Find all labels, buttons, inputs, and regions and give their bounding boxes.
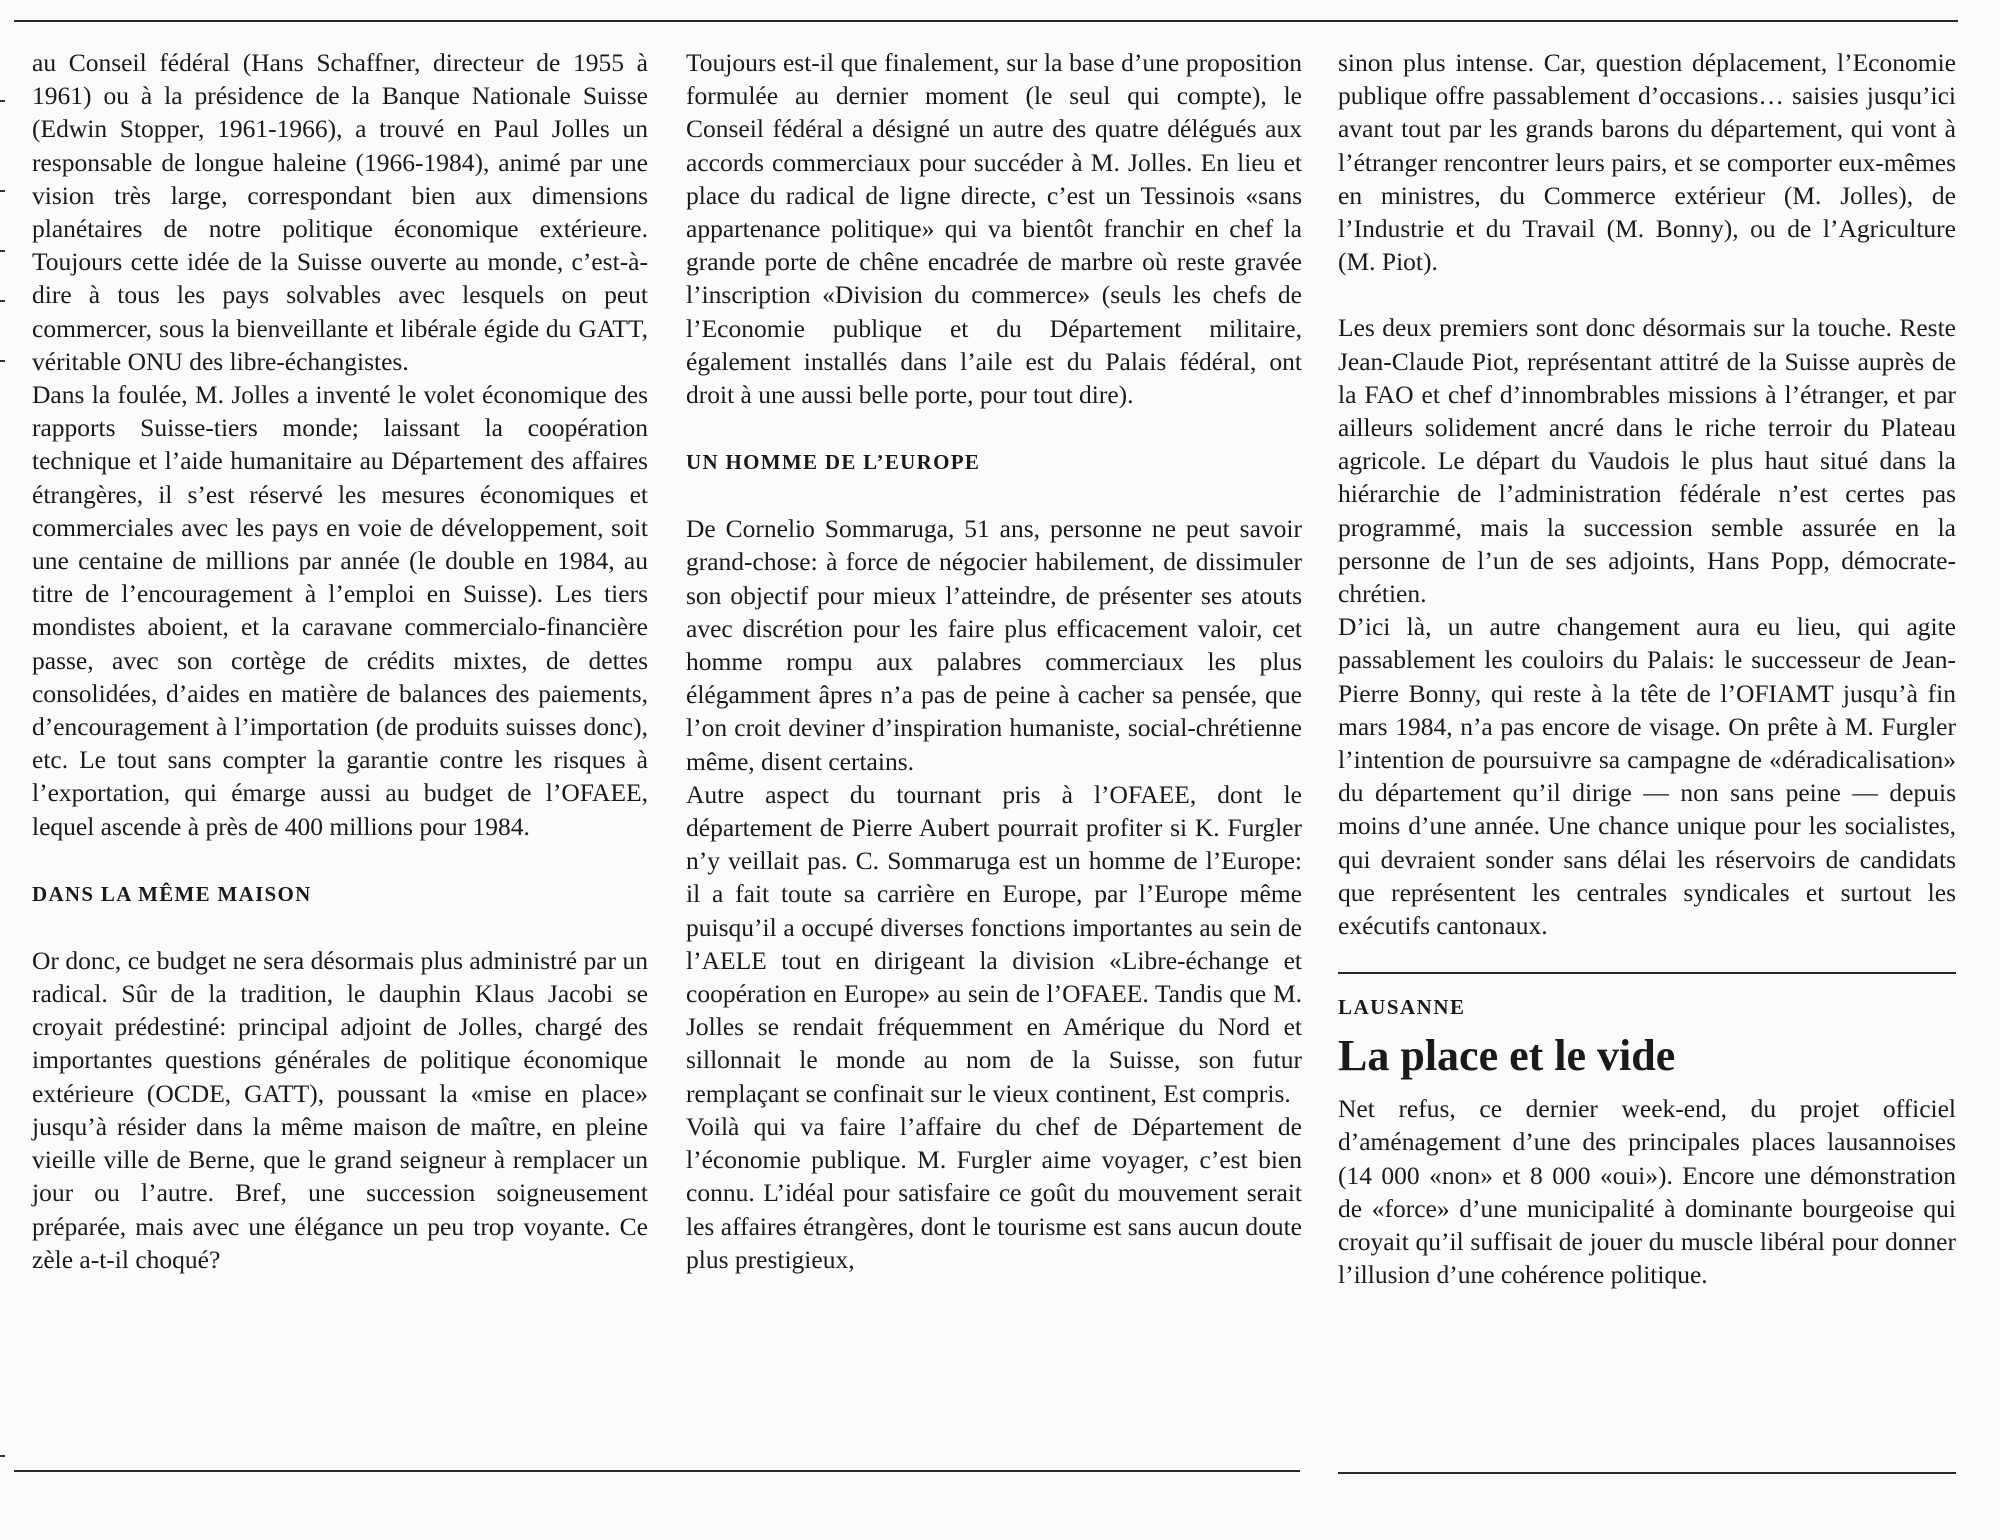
- subhead-homme-europe: UN HOMME DE L’EUROPE: [686, 450, 981, 475]
- subhead-meme-maison: DANS LA MÊME MAISON: [32, 881, 312, 906]
- col3-paragraph-3: D’ici là, un autre changement aura eu lieu, qui agite passablement les couloirs du Palais: le successeur de Jean-Pierre Bonny, qui reste à la tête de l’OFIAMT jusqu’à fin mars 1984, n’a pas encore de visage. On prête à M. Furgler l’intention de poursuivre sa campagne de «déradicalisation» du département qu’il dirige — non sans peine — depuis moins d’une année. Une chance unique pour les socialistes, qui devraient sonder sans délai les réservoirs de candidats que représentent les centrales syndicales et surtout les exécutifs cantonaux.: [1338, 612, 1956, 941]
- top-rule: [14, 20, 1958, 22]
- column-2: [686, 46, 1302, 1276]
- col1-paragraph-1: au Conseil fédéral (Hans Schaffner, directeur de 1955 à 1961) ou à la présidence de la Banque Nationale Suisse (Edwin Stopper, 1961-1966), a trouvé en Paul Jolles un responsable de longue haleine (1966-1984), animé par une vision très large, correspondant bien aux dimensions planétaires de notre politique économique extérieure. Toujours cette idée de la Suisse ouverte au monde, c’est-à-dire à tous les pays solvables avec lesquels on peut commercer, sous la bienveillante et libérale égide du GATT, véritable ONU des libre-échangistes.: [32, 48, 648, 376]
- col3-paragraph-4: Net refus, ce dernier week-end, du projet officiel d’aménagement d’une des principales places lausannoises (14 000 «non» et 8 000 «oui»). Encore une démonstration de «force» d’une municipalité à dominante bourgeoise qui croyait qu’il suffisait de jouer du muscle libéral pour donner l’illusion d’une cohérence politique.: [1338, 1094, 1956, 1290]
- bottom-rule-left: [14, 1470, 1300, 1472]
- col1-paragraph-2: Dans la foulée, M. Jolles a inventé le volet économique des rapports Suisse-tiers monde; laissant la coopération technique et l’aide humanitaire au Département des affaires étrangères, il s’est réservé les mesures économiques et commerciales avec les pays en voie de développement, soit une centaine de millions par année (le double en 1984, au titre de l’encouragement à l’emploi en Suisse). Les tiers mondistes aboient, et la caravane commercialo-financière passe, avec son cortège de crédits mixtes, de dettes consolidées, d’aides en matière de balances des paiements, d’encouragement à l’importation (de produits suisses donc), etc. Le tout sans compter la garantie contre les risques à l’exportation, qui émarge aussi au budget de l’OFAEE, lequel ascende à près de 400 millions pour 1984.: [32, 380, 648, 841]
- col2-paragraph-2: De Cornelio Sommaruga, 51 ans, personne ne peut savoir grand-chose: à force de négocier habilement, de dissimuler son objectif pour mieux l’atteindre, de présenter ses atouts avec discrétion pour les faire plus efficacement valoir, cet homme rompu aux palabres commerciaux les plus élégamment âpres n’a pas de peine à cacher sa pensée, que l’on croit deviner d’inspiration humaniste, social-chrétienne même, disent certains.: [686, 514, 1302, 776]
- article-headline: La place et le vide: [1338, 1031, 1676, 1081]
- section-kicker: LAUSANNE: [1338, 995, 1466, 1020]
- column-3: [1338, 46, 1956, 1292]
- col3-paragraph-2: Les deux premiers sont donc désormais sur la touche. Reste Jean-Claude Piot, représentant attitré de la Suisse auprès de la FAO et chef d’innombrables missions à l’étranger, et par ailleurs solidement ancré dans le riche terroir du Plateau agricole. Le départ du Vaudois le plus haut situé dans la hiérarchie de l’administration fédérale n’est certes pas programmé, mais la succession semble assurée en la personne de l’un de ses adjoints, Hans Popp, démocrate-chrétien.: [1338, 313, 1956, 609]
- col1-paragraph-3: Or donc, ce budget ne sera désormais plus administré par un radical. Sûr de la tradition, le dauphin Klaus Jacobi se croyait prédestiné: principal adjoint de Jolles, chargé des importantes questions générales de politique économique extérieure (OCDE, GATT), poussant la «mise en place» jusqu’à résider dans la même maison de maître, en pleine vieille ville de Berne, que le grand seigneur à remplacer un jour ou l’autre. Bref, une succession soigneusement préparée, mais avec une élégance un peu trop voyante. Ce zèle a-t-il choqué?: [32, 945, 648, 1274]
- margin-marks: [0, 60, 8, 1460]
- section-separator: [1338, 972, 1956, 974]
- col3-paragraph-1: sinon plus intense. Car, question déplacement, l’Economie publique offre passablement d’occasions… saisies jusqu’ici avant tout par les grands barons du département, qui vont à l’étranger rencontrer leurs pairs, et se comporter eux-mêmes en ministres, du Commerce extérieur (M. Jolles), de l’Industrie et du Travail (M. Bonny), ou de l’Agriculture (M. Piot).: [1338, 48, 1956, 277]
- bottom-rule-right: [1338, 1472, 1956, 1474]
- col2-paragraph-3: Autre aspect du tournant pris à l’OFAEE, dont le département de Pierre Aubert pourrait profiter si K. Furgler n’y veillait pas. C. Sommaruga est un homme de l’Europe: il a fait toute sa carrière en Europe, par l’Europe même puisqu’il a occupé diverses fonctions importantes au sein de l’AELE tout en dirigeant la division «Libre-échange et coopération en Europe» au sein de l’OFAEE. Tandis que M. Jolles se rendait fréquemment en Amérique du Nord et sillonnait le monde au nom de la Suisse, son futur remplaçant se confinait sur le vieux continent, Est compris.: [686, 779, 1302, 1108]
- column-1: [32, 46, 648, 1276]
- col2-paragraph-1: Toujours est-il que finalement, sur la base d’une proposition formulée au dernier moment (le seul qui compte), le Conseil fédéral a désigné un autre des quatre délégués aux accords commerciaux pour succéder à M. Jolles. En lieu et place du radical de ligne directe, c’est un Tessinois «sans appartenance politique» qui va bientôt franchir en chef la grande porte de chêne encadrée de marbre où reste gravée l’inscription «Division du commerce» (seuls les chefs de l’Economie publique et du Département militaire, également installés dans l’aile est du Palais fédéral, ont droit à une aussi belle porte, pour tout dire).: [686, 48, 1302, 410]
- col2-paragraph-4: Voilà qui va faire l’affaire du chef de Département de l’économie publique. M. Furgler aime voyager, c’est bien connu. L’idéal pour satisfaire ce goût du mouvement serait les affaires étrangères, dont le tourisme est sans aucun doute plus prestigieux,: [686, 1111, 1302, 1274]
